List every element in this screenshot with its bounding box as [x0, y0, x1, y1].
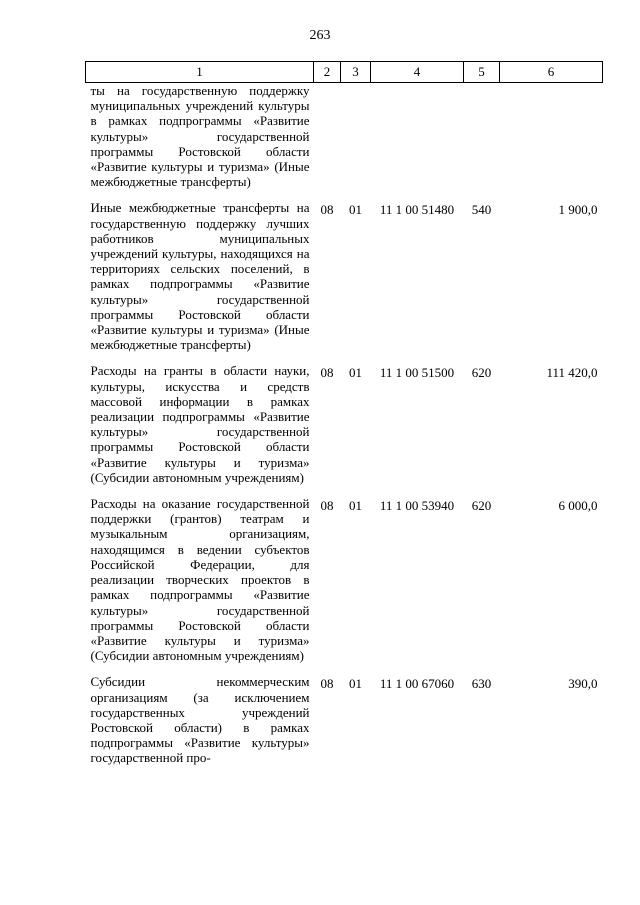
row-subsection: 01 — [349, 202, 362, 218]
table-row — [86, 496, 603, 674]
row-subsection — [341, 83, 371, 201]
page-number: 263 — [309, 28, 331, 43]
row-description: ты на государственную поддержку муниципальных учреждений культуры в рамках подпрограммы «Развитие культуры» государственной программы Ростовской области «Развитие культуры и туризма» (Иные межбюджетные трансферты) — [90, 83, 310, 190]
row-section: 08 — [320, 676, 334, 692]
table-row — [86, 674, 603, 765]
row-target: 11 1 00 67060 — [379, 676, 455, 692]
row-subsection: 01 — [349, 365, 362, 381]
header-col-2: 2 — [314, 62, 341, 83]
row-section: 08 — [320, 202, 334, 218]
header-col-4: 4 — [371, 62, 464, 83]
header-col-1: 1 — [86, 62, 314, 83]
row-target: 11 1 00 51500 — [379, 365, 455, 381]
row-target — [371, 83, 464, 201]
table-row — [86, 200, 603, 363]
row-type: 540 — [471, 202, 492, 218]
row-section: 08 — [320, 365, 334, 381]
table-row — [86, 83, 603, 201]
row-description: Расходы на оказание государственной поддержки (грантов) театрам и музыкальным организациям, находящимся в ведении субъектов Российской Федерации, для реализации творческих проектов в рамках подпрограммы «Развитие культуры» государственной программы Ростовской области «Развитие культуры и туризма» (Субсидии автономным учреждениям) — [90, 496, 310, 664]
row-type: 620 — [471, 365, 492, 381]
row-amount: 390,0 — [568, 676, 598, 692]
row-section — [314, 83, 341, 201]
row-type — [464, 83, 500, 201]
header-col-6: 6 — [500, 62, 603, 83]
row-target: 11 1 00 51480 — [379, 202, 455, 218]
row-amount: 111 420,0 — [546, 365, 598, 381]
header-col-3: 3 — [341, 62, 371, 83]
row-description: Расходы на гранты в области науки, культуры, искусства и средств массовой информации в рамках реализации подпрограммы «Развитие культуры» государственной программы Ростовской области «Развитие культуры и туризма» (Субсидии автономным учреждениям) — [90, 363, 310, 485]
row-target: 11 1 00 53940 — [379, 498, 455, 514]
row-subsection: 01 — [349, 676, 362, 692]
row-type: 620 — [471, 498, 492, 514]
table-header-row — [86, 62, 603, 83]
table-row — [86, 363, 603, 496]
row-amount: 1 900,0 — [558, 202, 598, 218]
row-amount: 6 000,0 — [558, 498, 598, 514]
row-description: Иные межбюджетные трансферты на государственную поддержку лучших работников муниципальных учреждений культуры, находящихся на территориях сельских поселений, в рамках подпрограммы «Развитие культуры» государственной программы Ростовской области «Развитие культуры и туризма» (Иные межбюджетные трансферты) — [90, 200, 310, 353]
row-subsection: 01 — [349, 498, 362, 514]
row-section: 08 — [320, 498, 334, 514]
header-col-5: 5 — [464, 62, 500, 83]
row-type: 630 — [471, 676, 492, 692]
row-description: Субсидии некоммерческим организациям (за исключением государственных учреждений Ростовской области) в рамках подпрограммы «Развитие культуры» государственной про- — [90, 674, 310, 766]
budget-table — [85, 61, 603, 766]
row-amount — [500, 83, 603, 201]
